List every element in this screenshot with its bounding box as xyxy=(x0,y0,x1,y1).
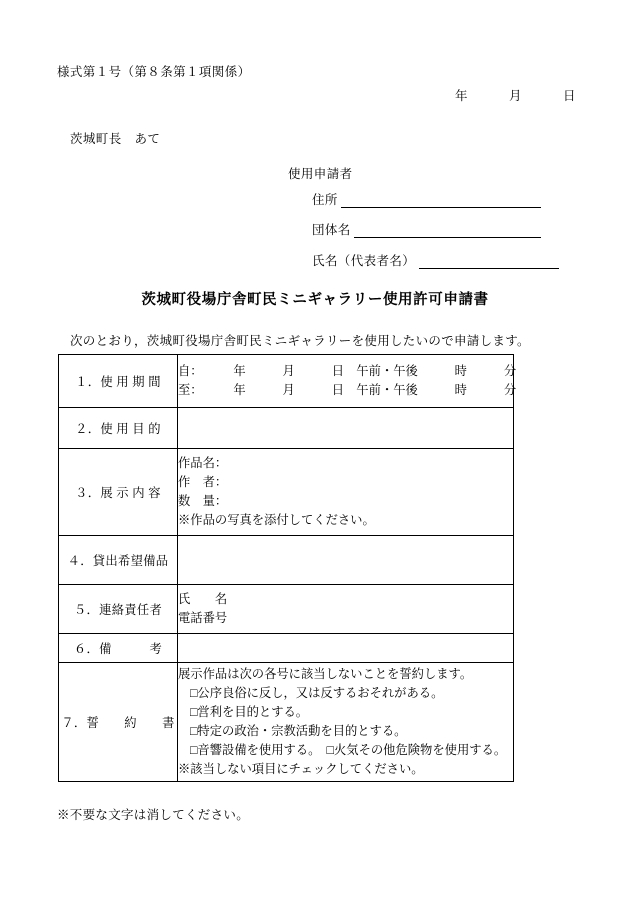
date-day: 日 xyxy=(562,89,576,103)
row-label-contact: ５．連絡責任者 xyxy=(59,585,178,634)
row-value-equipment[interactable] xyxy=(178,536,514,585)
page-title: 茨城町役場庁舎町民ミニギャラリー使用許可申請書 xyxy=(141,292,489,308)
applicant-group-rule[interactable] xyxy=(354,223,541,238)
date-month: 月 xyxy=(508,89,522,103)
row-value-remarks[interactable] xyxy=(178,634,514,663)
intro-text: 次のとおり，茨城町役場庁舎町民ミニギャラリーを使用したいので申請します。 xyxy=(70,334,530,348)
contact-phone-line: 電話番号 xyxy=(178,611,228,625)
row-value-period[interactable] xyxy=(178,355,517,408)
applicant-address-row xyxy=(312,190,541,208)
exhibit-photo-note: ※作品の写真を添付してください。 xyxy=(178,513,375,528)
table-row xyxy=(59,585,514,634)
applicant-name-label: 氏名（代表者名） xyxy=(312,254,416,268)
form-number: 様式第１号（第８条第１項関係） xyxy=(57,65,251,79)
exhibit-quantity: 数 量： xyxy=(178,494,228,508)
footer-note: ※不要な文字は消してください。 xyxy=(57,808,250,822)
applicant-title: 使用申請者 xyxy=(288,167,353,181)
applicant-address-rule[interactable] xyxy=(341,193,541,208)
table-row xyxy=(59,663,514,782)
pledge-intro: 展示作品は次の各号に該当しないことを誓約します。 xyxy=(178,666,473,681)
table-row xyxy=(59,536,514,585)
row-value-contact[interactable] xyxy=(178,585,514,634)
row-label-equipment: ４．貸出希望備品 xyxy=(59,536,178,585)
table-row xyxy=(59,634,514,663)
applicant-group-row xyxy=(312,220,541,238)
row-label-remarks: ６．備 考 xyxy=(59,634,178,663)
applicant-address-label: 住所 xyxy=(312,193,338,207)
table-row xyxy=(59,408,514,449)
exhibit-work-name: 作品名： xyxy=(178,455,228,470)
date-year: 年 xyxy=(455,89,468,103)
applicant-group-label: 団体名 xyxy=(312,223,351,237)
pledge-item-politics-religion[interactable]: □特定の政治・宗教活動を目的とする。 xyxy=(190,724,407,738)
date-line xyxy=(455,86,576,104)
contact-name-line: 氏 名 xyxy=(178,591,228,606)
period-to-line: 至： 年 月 日 午前・午後 時 分 xyxy=(178,383,517,397)
table-row xyxy=(59,449,514,536)
pledge-item-audio-fire[interactable]: □音響設備を使用する。 □火気その他危険物を使用する。 xyxy=(190,743,507,758)
row-label-exhibit: ３．展 示 内 容 xyxy=(59,449,178,536)
row-value-pledge[interactable] xyxy=(178,663,514,782)
row-label-period: １．使 用 期 間 xyxy=(59,355,178,408)
application-table xyxy=(58,354,517,782)
addressee: 茨城町長 あて xyxy=(70,132,161,146)
period-from-line: 自： 年 月 日 午前・午後 時 分 xyxy=(178,363,517,378)
pledge-check-note: ※該当しない項目にチェックしてください。 xyxy=(178,762,424,777)
table-row xyxy=(59,355,514,408)
pledge-item-morals[interactable]: □公序良俗に反し，又は反するおそれがある。 xyxy=(190,685,444,700)
applicant-name-rule[interactable] xyxy=(419,254,559,269)
pledge-item-profit[interactable]: □営利を目的とする。 xyxy=(190,704,309,719)
applicant-name-row xyxy=(312,251,559,269)
row-label-pledge: ７．誓 約 書 xyxy=(59,663,178,782)
row-value-purpose[interactable] xyxy=(178,408,514,449)
row-label-purpose: ２．使 用 目 的 xyxy=(59,408,178,449)
exhibit-author: 作 者： xyxy=(178,474,228,489)
row-value-exhibit[interactable] xyxy=(178,449,514,536)
